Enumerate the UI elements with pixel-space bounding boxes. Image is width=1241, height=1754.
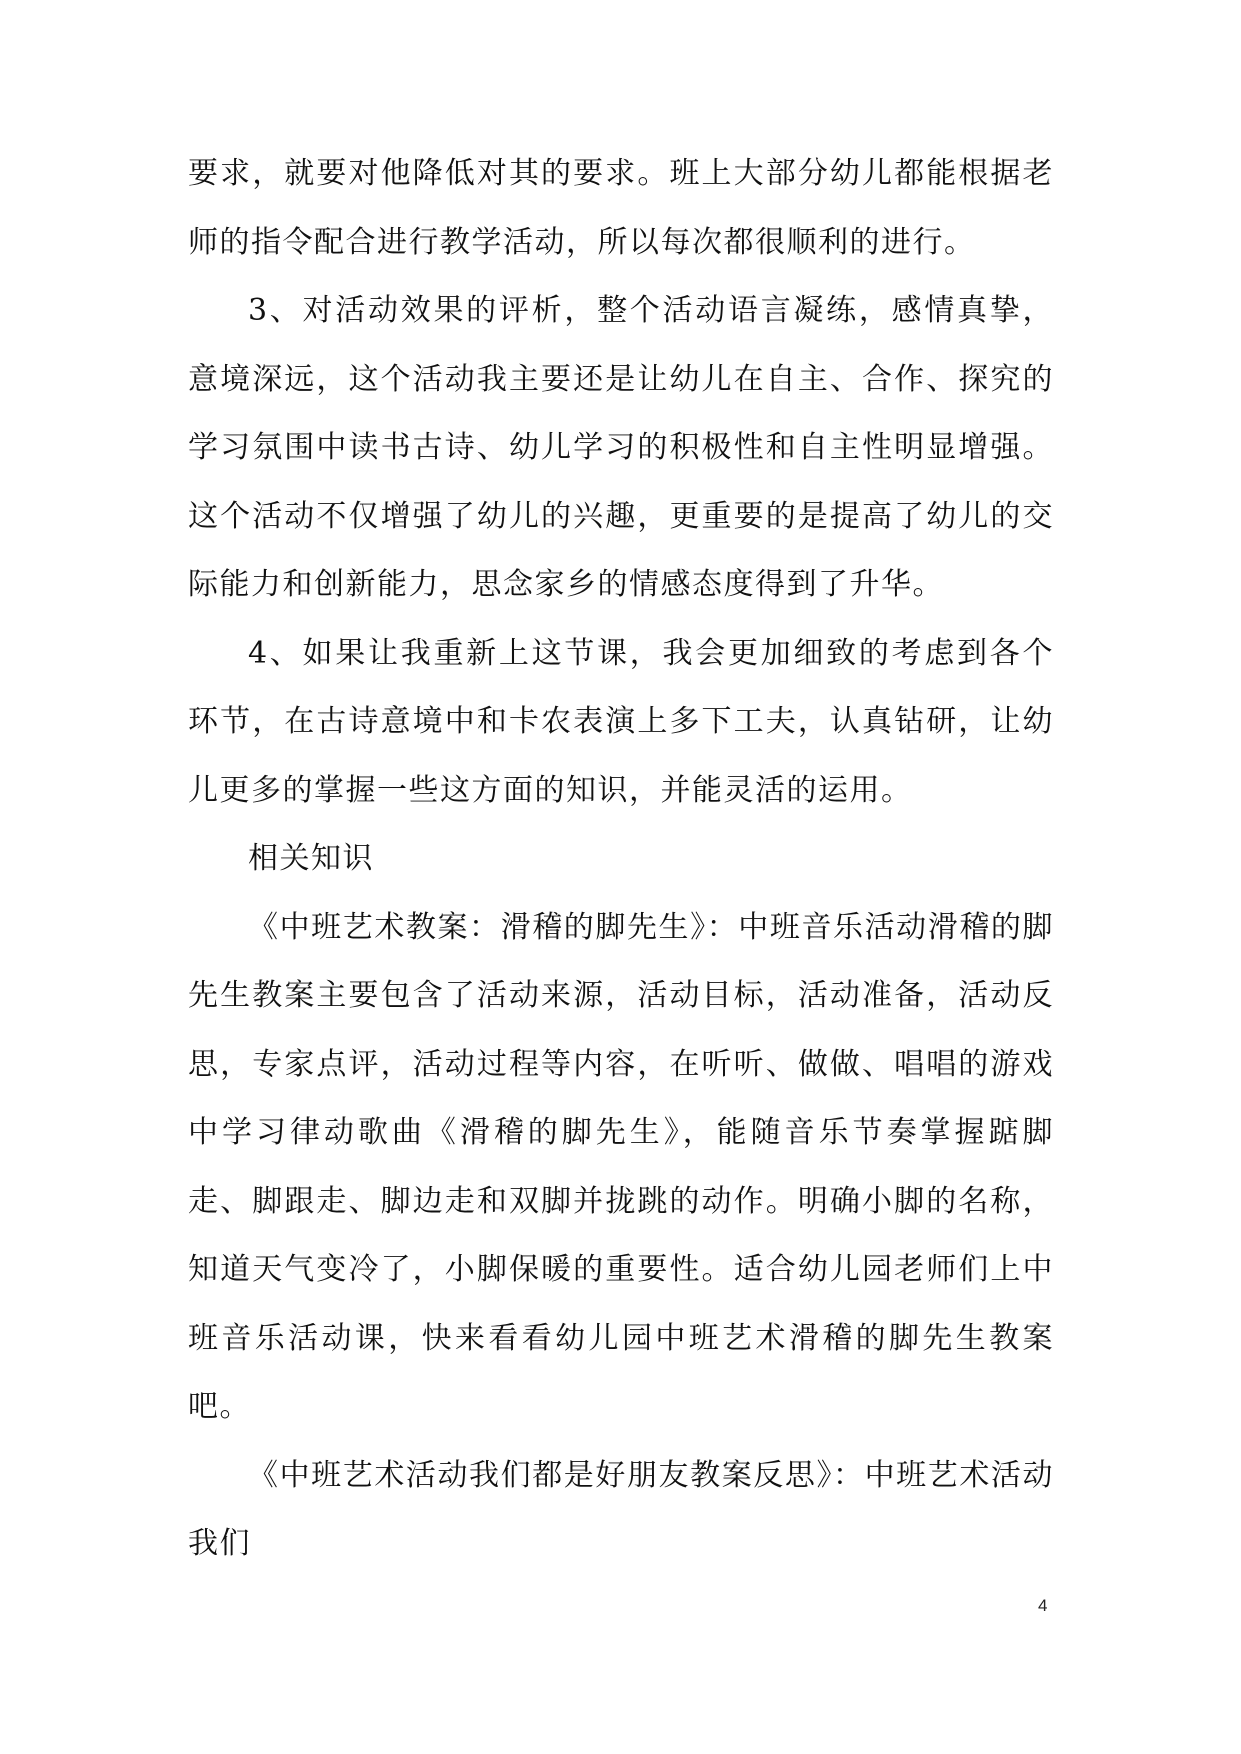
paragraph-continuation: 要求，就要对他降低对其的要求。班上大部分幼儿都能根据老师的指令配合进行教学活动，所以每次都很顺利的进行。: [188, 156, 1054, 260]
paragraph-activity-effect-analysis: 3、对活动效果的评析，整个活动语言凝练，感情真挚，意境深远，这个活动我主要还是让幼儿在自主、合作、探究的学习氛围中读书古诗、幼儿学习的积极性和自主性明显增强。这个活动不仅增强了幼儿的兴趣，更重要的是提高了幼儿的交际能力和创新能力，思念家乡的情感态度得到了升华。: [188, 293, 1054, 602]
paragraph-related-lesson-2: 《中班艺术活动我们都是好朋友教案反思》：中班艺术活动我们: [188, 1457, 1054, 1561]
body-text: [188, 140, 1054, 1579]
paragraph-related-lesson-1: 《中班艺术教案：滑稽的脚先生》：中班音乐活动滑稽的脚先生教案主要包含了活动来源，活动目标，活动准备，活动反思，专家点评，活动过程等内容，在听听、做做、唱唱的游戏中学习律动歌曲《滑稽的脚先生》，能随音乐节奏掌握踮脚走、脚跟走、脚边走和双脚并拢跳的动作。明确小脚的名称，知道天气变冷了，小脚保暖的重要性。适合幼儿园老师们上中班音乐活动课，快来看看幼儿园中班艺术滑稽的脚先生教案吧。: [188, 909, 1054, 1424]
paragraph-improvement-plan: 4、如果让我重新上这节课，我会更加细致的考虑到各个环节，在古诗意境中和卡农表演上多下工夫，认真钻研，让幼儿更多的掌握一些这方面的知识，并能灵活的运用。: [188, 635, 1054, 808]
page-number: 4: [1038, 1596, 1048, 1615]
section-heading-related-knowledge: 相关知识: [248, 841, 374, 876]
